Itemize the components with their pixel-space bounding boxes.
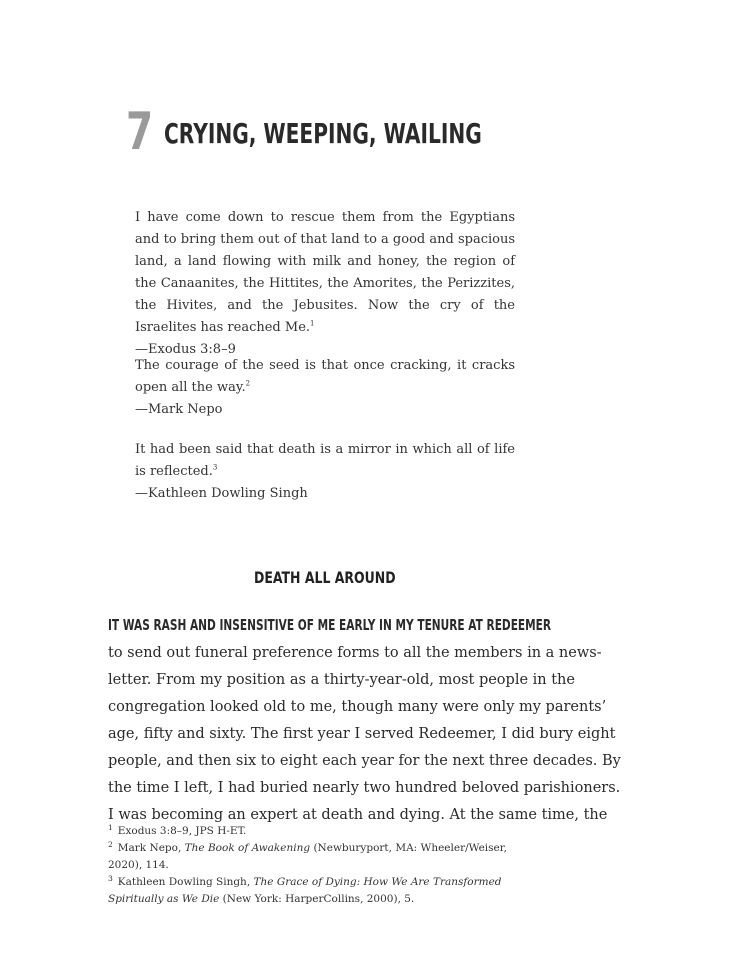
epigraph-text: I have come down to rescue them from the Egyptians and to bring them out of that land to a good and spacious land, a land flowing with milk and honey, the region of the Canaanites, the Hittites, the Amorites, the Perizzites, the Hivites, and the Jebusites. Now the cry of the Israelites has reached Me.$^1$ bbox=[135, 210, 515, 335]
epigraph-attribution: —Kathleen Dowling Singh bbox=[135, 486, 308, 501]
epigraph-attribution: —Mark Nepo bbox=[135, 402, 223, 417]
chapter-number: 7 bbox=[126, 102, 153, 162]
footnote: $^3$ Kathleen Dowling Singh, The Grace of Dying: How We Are Transformed Spiritually as We Die (New York: HarperCollins, 2000), 5. bbox=[108, 873, 502, 905]
chapter-title: CRYING, WEEPING, WAILING bbox=[164, 117, 482, 150]
epigraph-text: It had been said that death is a mirror in which all of life is reflected.$^3$ bbox=[135, 442, 515, 479]
section-heading bbox=[0, 568, 650, 587]
section-heading-text: DEATH ALL AROUND bbox=[254, 568, 396, 587]
book-title: The Book of Awakening bbox=[184, 842, 311, 854]
footnote: $^2$ Mark Nepo, The Book of Awakening (Newburyport, MA: Wheeler/Weiser, 2020), 114. bbox=[108, 839, 507, 871]
body-text bbox=[108, 612, 621, 829]
chapter-heading bbox=[126, 102, 605, 162]
epigraph-nepo bbox=[135, 355, 515, 421]
body-line: congregation looked old to me, though many were only my parents’ bbox=[108, 699, 607, 715]
lead-in: IT WAS RASH AND INSENSITIVE OF ME EARLY IN MY TENURE AT REDEEMER bbox=[108, 616, 552, 634]
footnote-ref: 3 bbox=[212, 463, 218, 472]
footnote: $^1$ Exodus 3:8–9, JPS H-ET. bbox=[108, 822, 247, 837]
epigraph-exodus bbox=[135, 207, 515, 361]
book-title: The Grace of Dying: How We Are Transformed Spiritually as We Die bbox=[108, 876, 502, 905]
body-line: I was becoming an expert at death and dying. At the same time, the bbox=[108, 807, 608, 823]
lead-in-line bbox=[108, 612, 552, 640]
epigraph-singh bbox=[135, 439, 515, 505]
footnote-ref: 1 bbox=[310, 319, 315, 328]
footnotes bbox=[108, 823, 541, 908]
epigraph-text: The courage of the seed is that once cracking, it cracks open all the way.$^2$ bbox=[135, 358, 515, 395]
body-line: age, fifty and sixty. The first year I served Redeemer, I did bury eight bbox=[108, 726, 616, 742]
epigraph-attribution: —Exodus 3:8–9 bbox=[135, 342, 236, 357]
body-line: letter. From my position as a thirty-year-old, most people in the bbox=[108, 672, 575, 688]
body-line: the time I left, I had buried nearly two hundred beloved parishioners. bbox=[108, 780, 621, 796]
body-line: people, and then six to eight each year for the next three decades. By bbox=[108, 753, 621, 769]
footnote-ref: 2 bbox=[245, 379, 251, 388]
body-line: to send out funeral preference forms to all the members in a news- bbox=[108, 645, 602, 661]
